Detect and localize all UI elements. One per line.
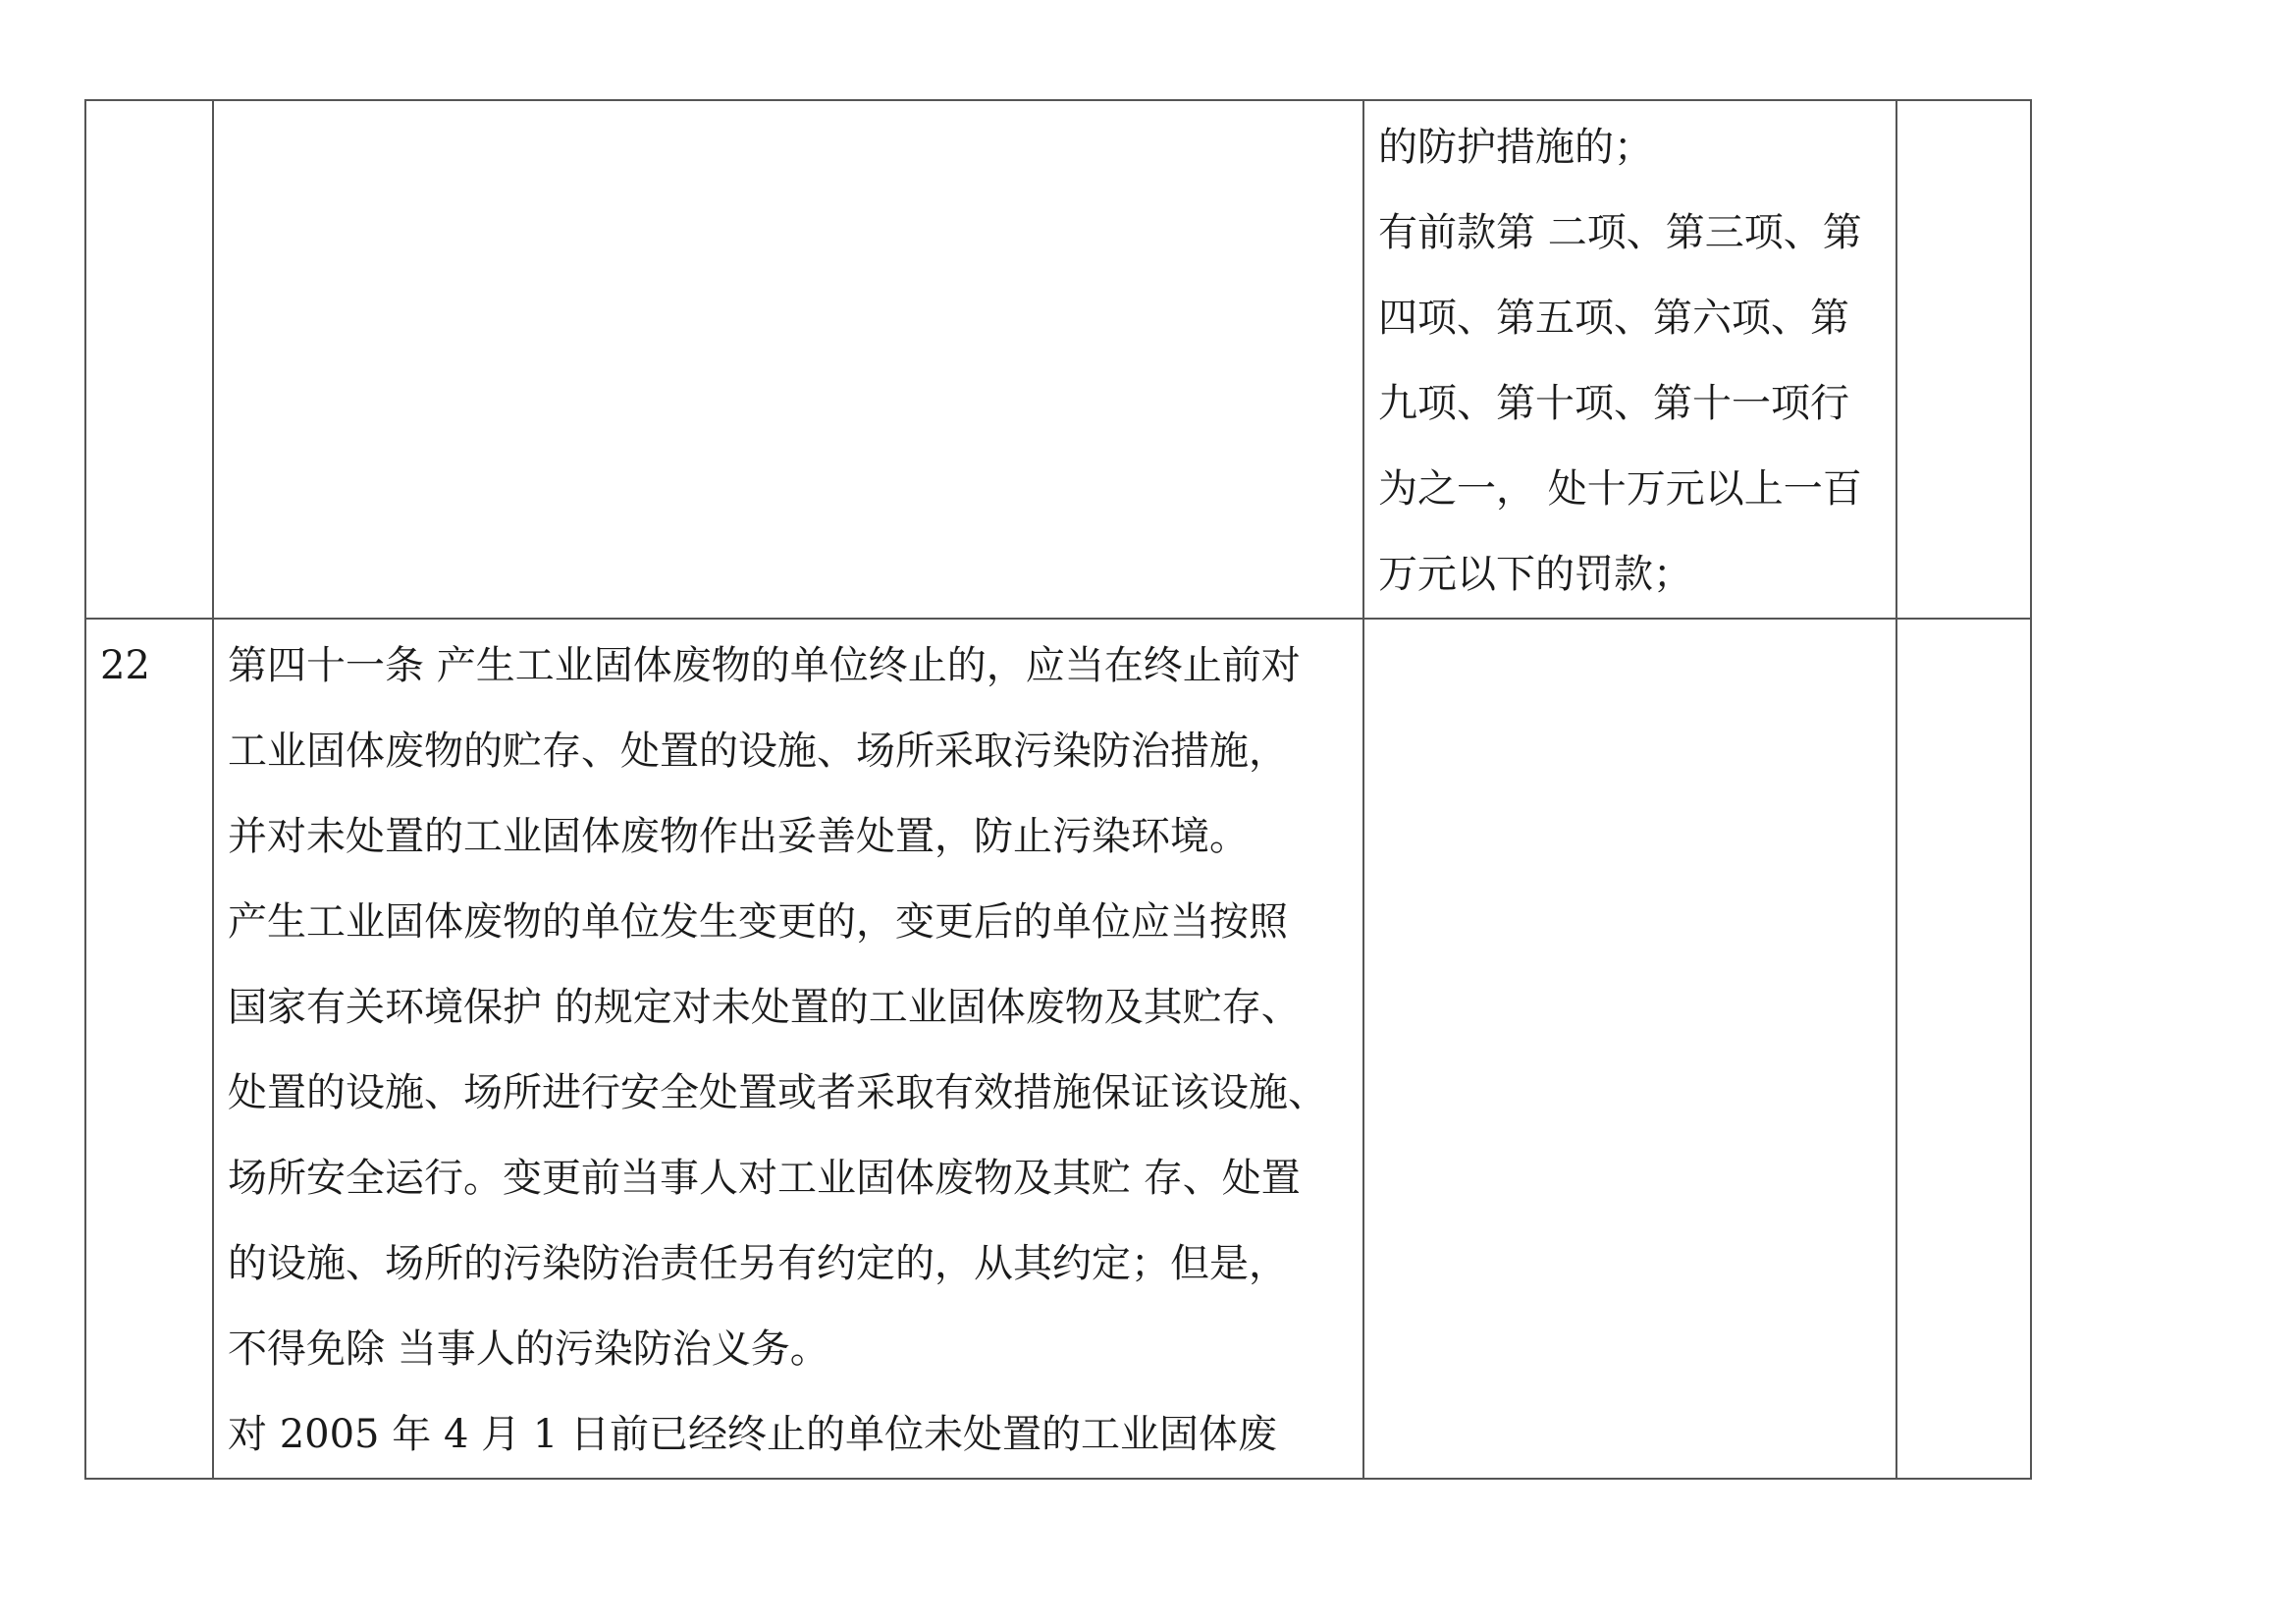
penalty-line: 的防护措施的；: [1378, 125, 1653, 170]
law-provision-cell: [213, 100, 1363, 619]
row-number: [86, 101, 212, 105]
law-provision-text: [214, 101, 1362, 105]
law-line: 国家有关环境保护 的规定对未处置的工业固体废物及其贮存、: [228, 985, 1301, 1030]
law-line: 场所安全运行。变更前当事人对工业固体废物及其贮 存、处置: [228, 1156, 1301, 1201]
penalty-text: [1364, 101, 1896, 618]
row-number: 22: [100, 643, 150, 688]
law-line: 处置的设施、场所进行安全处置或者采取有效措施保证该设施、: [228, 1070, 1327, 1115]
table-row: [85, 619, 2031, 1479]
penalty-line: 为之一， 处十万元以上一百: [1378, 466, 1862, 512]
penalty-line: 四项、第五项、第六项、第: [1378, 296, 1849, 341]
law-line: 的设施、场所的污染防治责任另有约定的，从其约定；但是，: [228, 1241, 1288, 1286]
note-cell: [1896, 619, 2031, 1479]
penalty-cell: [1363, 100, 1896, 619]
law-line: 并对未处置的工业固体废物作出妥善处置，防止污染环境。: [228, 814, 1249, 859]
row-number-cell: [85, 619, 213, 1479]
row-number-cell: [85, 100, 213, 619]
note-cell: [1896, 100, 2031, 619]
table-row: [85, 100, 2031, 619]
law-provision-cell: [213, 619, 1363, 1479]
regulation-table: [84, 99, 2032, 1480]
penalty-cell: [1363, 619, 1896, 1479]
penalty-line: 万元以下的罚款；: [1378, 552, 1692, 597]
law-line: 对 2005 年 4 月 1 日前已经终止的单位未处置的工业固体废: [228, 1412, 1277, 1457]
penalty-line: 九项、第十项、第十一项行: [1378, 381, 1849, 426]
law-provision-text: [214, 620, 1362, 1478]
law-line: 工业固体废物的贮存、处置的设施、场所采取污染防治措施，: [228, 729, 1288, 774]
penalty-text: [1364, 620, 1896, 623]
penalty-line: 有前款第 二项、第三项、第: [1378, 210, 1862, 255]
law-line: 不得免除 当事人的污染防治义务。: [228, 1326, 829, 1372]
law-line: 第四十一条 产生工业固体废物的单位终止的，应当在终止前对: [228, 643, 1301, 688]
law-line: 产生工业固体废物的单位发生变更的，变更后的单位应当按照: [228, 899, 1288, 945]
